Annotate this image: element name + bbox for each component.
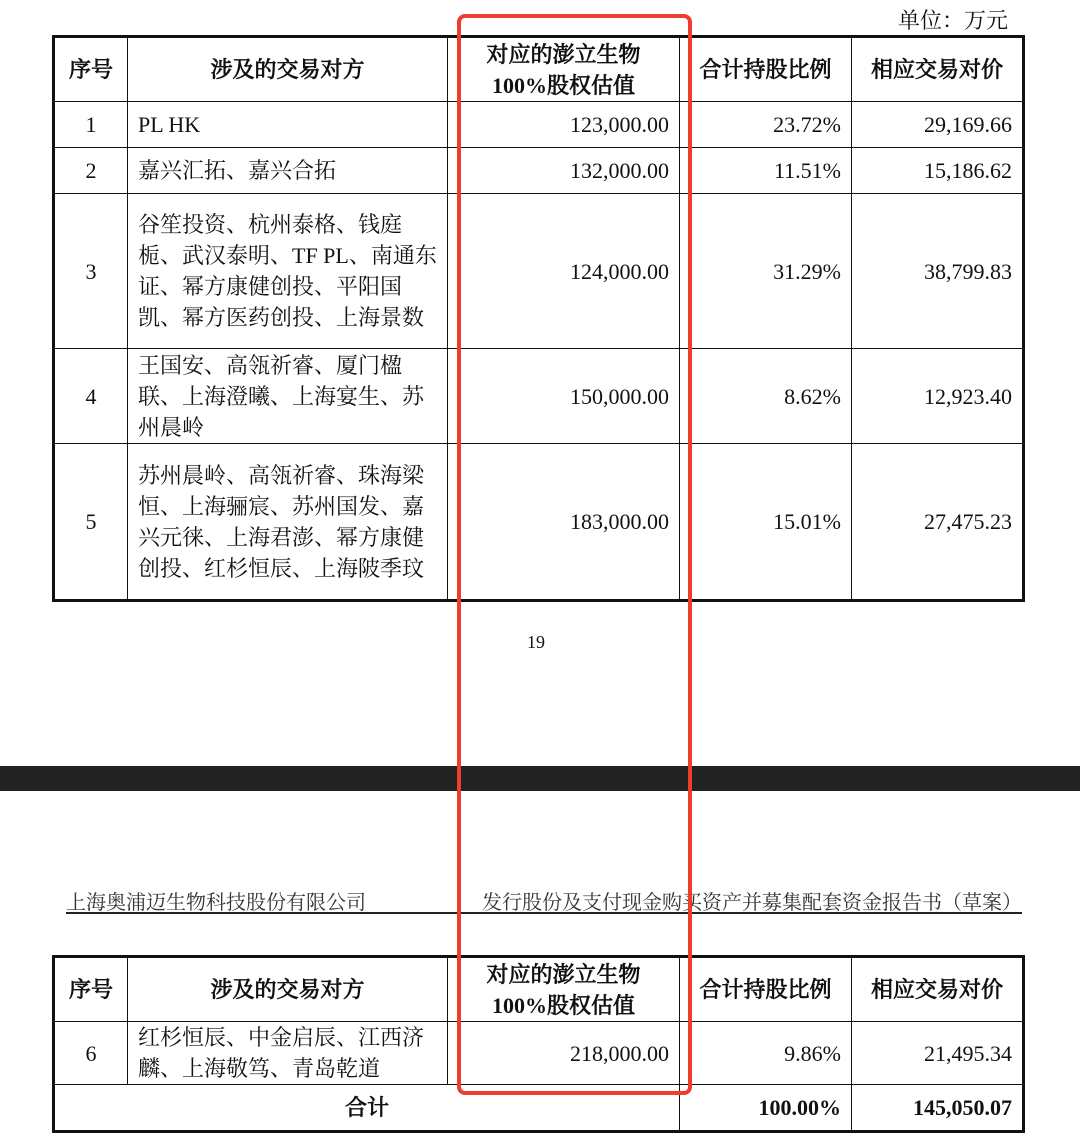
valuation-cell: 124,000.00: [448, 194, 680, 349]
header-ratio: 合计持股比例: [680, 37, 852, 102]
transaction-table-page1: [52, 35, 1025, 602]
valuation-cell: 150,000.00: [448, 349, 680, 444]
valuation-cell: 183,000.00: [448, 444, 680, 601]
header-party: 涉及的交易对方: [128, 957, 448, 1022]
ratio-cell: 15.01%: [680, 444, 852, 601]
header-seq: 序号: [54, 37, 128, 102]
page-number: 19: [527, 632, 545, 652]
seq-cell: 4: [54, 349, 128, 444]
document-title: 发行股份及支付现金购买资产并募集配套资金报告书（草案）: [482, 892, 1022, 914]
ratio-cell: 31.29%: [680, 194, 852, 349]
table-row: [54, 349, 1024, 444]
table-row: [54, 102, 1024, 148]
seq-cell: 2: [54, 148, 128, 194]
price-cell: 38,799.83: [852, 194, 1024, 349]
total-price: 145,050.07: [852, 1085, 1024, 1132]
ratio-cell: 11.51%: [680, 148, 852, 194]
total-label: 合计: [54, 1085, 680, 1132]
header-valuation: 对应的澎立生物100%股权估值: [448, 957, 680, 1022]
seq-cell: 3: [54, 194, 128, 349]
total-row: [54, 1085, 1024, 1132]
price-cell: 27,475.23: [852, 444, 1024, 601]
price-cell: 29,169.66: [852, 102, 1024, 148]
running-header: [66, 886, 1022, 914]
party-cell: 谷笙投资、杭州泰格、钱庭栀、武汉泰明、TF PL、南通东证、幂方康健创投、平阳国凯、幂方医药创投、上海景数: [128, 194, 448, 349]
header-seq: 序号: [54, 957, 128, 1022]
table-row: [54, 444, 1024, 601]
party-cell: 王国安、高瓴祈睿、厦门楹联、上海澄曦、上海宴生、苏州晨岭: [128, 349, 448, 444]
table-row: [54, 1022, 1024, 1085]
seq-cell: 6: [54, 1022, 128, 1085]
valuation-cell: 123,000.00: [448, 102, 680, 148]
header-price: 相应交易对价: [852, 37, 1024, 102]
seq-cell: 5: [54, 444, 128, 601]
party-cell: 红杉恒辰、中金启辰、江西济麟、上海敬笃、青岛乾道: [128, 1022, 448, 1085]
header-ratio: 合计持股比例: [680, 957, 852, 1022]
price-cell: 15,186.62: [852, 148, 1024, 194]
company-name: 上海奥浦迈生物科技股份有限公司: [66, 892, 366, 914]
transaction-table-page2: [52, 955, 1025, 1133]
valuation-cell: 132,000.00: [448, 148, 680, 194]
header-valuation: 对应的澎立生物100%股权估值: [448, 37, 680, 102]
party-cell: PL HK: [128, 102, 448, 148]
table-row: [54, 194, 1024, 349]
ratio-cell: 8.62%: [680, 349, 852, 444]
unit-label: 单位：万元: [897, 8, 1008, 33]
party-cell: 苏州晨岭、高瓴祈睿、珠海梁恒、上海骊宸、苏州国发、嘉兴元徕、上海君澎、幂方康健创投、红杉恒辰、上海陂季玟: [128, 444, 448, 601]
header-price: 相应交易对价: [852, 957, 1024, 1022]
price-cell: 21,495.34: [852, 1022, 1024, 1085]
seq-cell: 1: [54, 102, 128, 148]
table-header-row: [54, 957, 1024, 1022]
valuation-cell: 218,000.00: [448, 1022, 680, 1085]
header-party: 涉及的交易对方: [128, 37, 448, 102]
price-cell: 12,923.40: [852, 349, 1024, 444]
ratio-cell: 9.86%: [680, 1022, 852, 1085]
party-cell: 嘉兴汇拓、嘉兴合拓: [128, 148, 448, 194]
table-row: [54, 148, 1024, 194]
page-separator: [0, 766, 1080, 791]
ratio-cell: 23.72%: [680, 102, 852, 148]
total-ratio: 100.00%: [680, 1085, 852, 1132]
table-header-row: [54, 37, 1024, 102]
